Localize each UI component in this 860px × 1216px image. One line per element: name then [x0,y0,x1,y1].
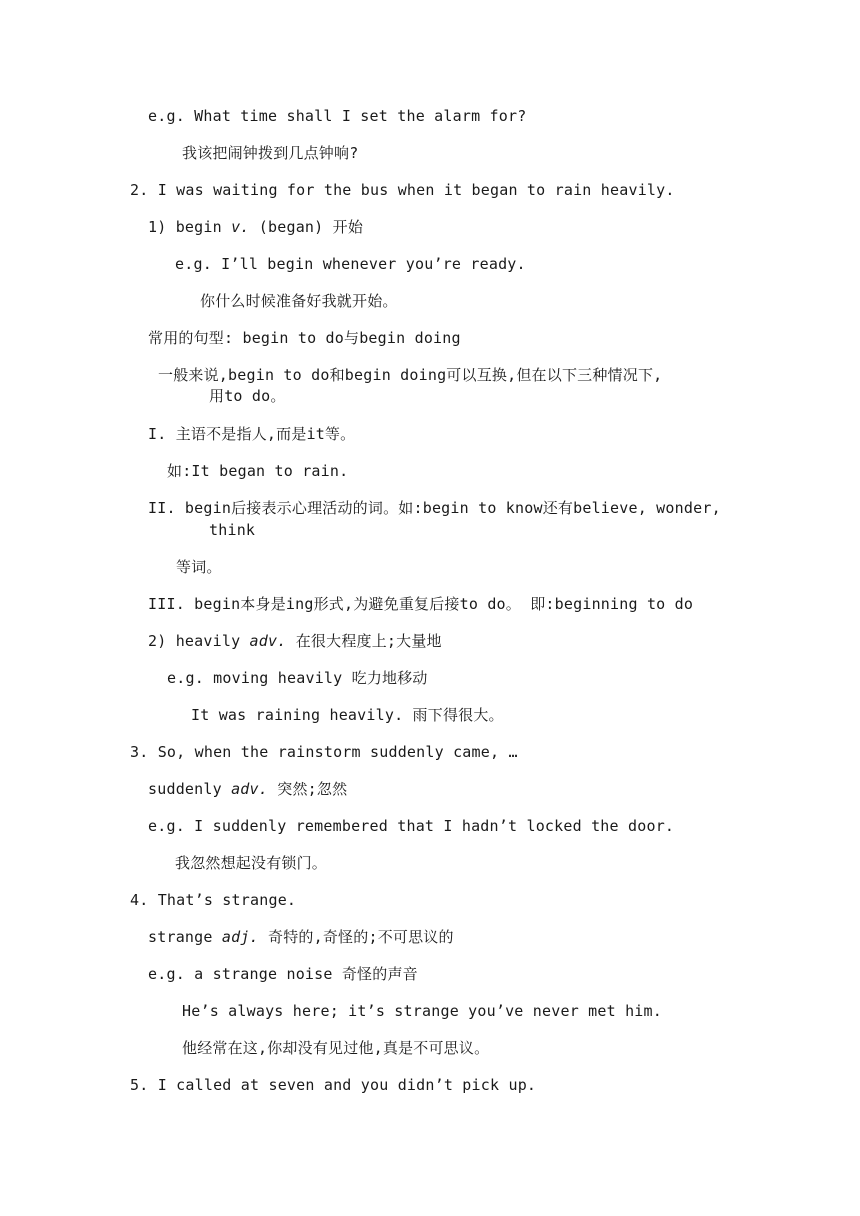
vocab-word: suddenly [148,780,232,798]
part-of-speech: adv. [231,780,269,798]
example-line: 如:It began to rain. [167,462,349,480]
vocab-meaning: 奇特的,奇怪的;不可思议的 [258,928,454,946]
example-line: He’s always here; it’s strange you’ve never met him. [182,1002,662,1020]
translation-line: 他经常在这,你却没有见过他,真是不可思议。 [182,1039,490,1057]
vocab-entry [148,631,442,651]
rule-item: III. begin本身是ing形式,为避免重复后接to do。 即:beginning to do [148,595,694,613]
example-line: e.g. moving heavily 吃力地移动 [167,669,428,687]
vocab-word: 1) begin [148,218,232,236]
part-of-speech: adj. [221,928,259,946]
rule-item-continued: 等词。 [176,558,222,576]
example-line: e.g. I suddenly remembered that I hadn’t locked the door. [148,817,675,835]
note-line-continued: 用to do。 [209,387,286,405]
vocab-entry [148,217,363,237]
vocab-word: strange [148,928,222,946]
example-line: It was raining heavily. 雨下得很大。 [191,706,504,724]
vocab-meaning: 突然;忽然 [268,780,348,798]
translation-line: 我忽然想起没有锁门。 [175,854,328,872]
example-line: e.g. I’ll begin whenever you’re ready. [175,255,526,273]
vocab-meaning: (began) 开始 [249,218,364,236]
numbered-sentence: 2. I was waiting for the bus when it began to rain heavily. [130,181,675,199]
vocab-word: 2) heavily [148,632,250,650]
numbered-sentence: 3. So, when the rainstorm suddenly came, … [130,743,518,761]
example-line: e.g. a strange noise 奇怪的声音 [148,965,418,983]
part-of-speech: v. [231,218,250,236]
numbered-sentence: 4. That’s strange. [130,891,297,909]
numbered-sentence: 5. I called at seven and you didn’t pick up. [130,1076,537,1094]
note-line: 一般来说,begin to do和begin doing可以互换,但在以下三种情况下, [158,366,663,384]
rule-item: I. 主语不是指人,而是it等。 [148,425,356,443]
part-of-speech: adv. [249,632,287,650]
vocab-entry [148,927,454,947]
rule-item: II. begin后接表示心理活动的词。如:begin to know还有believe, wonder, [148,499,721,517]
translation-line: 我该把闹钟拨到几点钟响? [182,144,359,162]
vocab-entry [148,779,347,799]
vocab-meaning: 在很大程度上;大量地 [286,632,442,650]
pattern-line: 常用的句型: begin to do与begin doing [148,329,461,347]
example-line: e.g. What time shall I set the alarm for? [148,107,527,125]
rule-item-continued: think [209,521,256,539]
translation-line: 你什么时候准备好我就开始。 [200,292,398,310]
